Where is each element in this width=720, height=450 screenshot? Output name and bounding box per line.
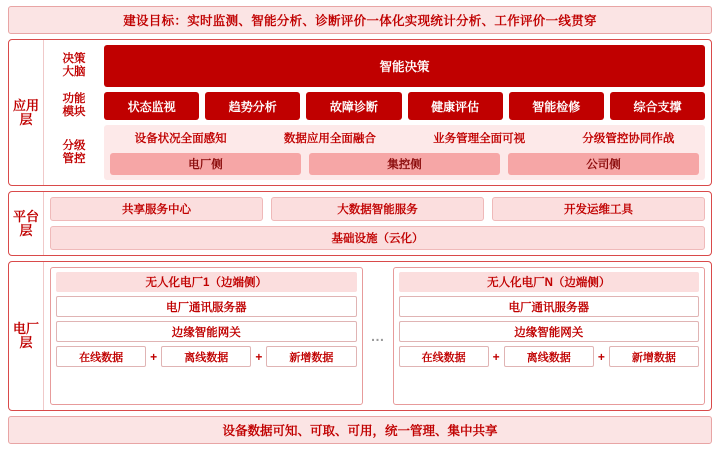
platform-chip-bigdata-intelligent-service[interactable]: 大数据智能服务 — [271, 197, 484, 221]
functional-modules-content — [104, 92, 705, 120]
platform-layer-body — [44, 192, 711, 255]
decision-brain-label-line1: 决策 — [62, 53, 86, 66]
functional-modules-row — [50, 92, 705, 120]
plant-card-1-data-row — [56, 346, 357, 367]
plant-cards-container — [50, 267, 705, 405]
plant-card-1-offline-data[interactable]: 离线数据 — [161, 346, 251, 367]
plant-card-n — [393, 267, 706, 405]
plant-card-1-comm-server[interactable]: 电厂通讯服务器 — [56, 296, 357, 317]
platform-chip-infrastructure-cloud[interactable]: 基础设施（云化） — [50, 226, 705, 250]
platform-chip-shared-service-center[interactable]: 共享服务中心 — [50, 197, 263, 221]
application-layer-title — [9, 40, 44, 185]
plant-card-1-plus-icon-2: + — [255, 349, 263, 364]
plant-layer-title — [9, 262, 44, 410]
plant-card-n-title: 无人化电厂N（边端侧） — [399, 272, 700, 292]
caption-data-integration: 数据应用全面融合 — [283, 133, 376, 145]
plant-card-1-new-data[interactable]: 新增数据 — [266, 346, 356, 367]
plant-card-n-online-data[interactable]: 在线数据 — [399, 346, 489, 367]
plant-card-n-new-data[interactable]: 新增数据 — [609, 346, 699, 367]
plant-card-1-online-data[interactable]: 在线数据 — [56, 346, 146, 367]
module-chip-comprehensive-support[interactable]: 综合支撑 — [610, 92, 705, 120]
module-chip-status-monitoring[interactable]: 状态监视 — [104, 92, 199, 120]
plant-card-1-edge-gateway[interactable]: 边缘智能网关 — [56, 321, 357, 342]
platform-chip-devops-tools[interactable]: 开发运维工具 — [492, 197, 705, 221]
functional-modules-label-line1: 功能 — [62, 93, 86, 106]
graded-control-sides — [110, 153, 699, 175]
graded-control-label — [50, 125, 98, 180]
graded-control-label-line2: 管控 — [62, 152, 86, 165]
plant-card-1 — [50, 267, 363, 405]
plant-card-n-offline-data[interactable]: 离线数据 — [504, 346, 594, 367]
application-layer-title-line1: 应用 — [12, 97, 39, 113]
bottom-banner: 设备数据可知、可取、可用，统一管理、集中共享 — [8, 416, 712, 444]
graded-control-row — [50, 125, 705, 180]
platform-layer — [8, 191, 712, 256]
goal-banner: 建设目标：实时监测、智能分析、诊断评价一体化实现统计分析、工作评价一线贯穿 — [8, 6, 712, 34]
application-layer-body — [44, 40, 711, 185]
plant-card-n-plus-icon-2: + — [597, 349, 605, 364]
graded-control-panel — [104, 125, 705, 180]
platform-layer-title-line1: 平台 — [12, 208, 39, 224]
plant-layer-body — [44, 262, 711, 410]
plant-layer-title-line2: 层 — [19, 335, 33, 350]
application-layer-title-line2: 层 — [19, 111, 33, 127]
module-chip-trend-analysis[interactable]: 趋势分析 — [205, 92, 300, 120]
caption-business-visibility: 业务管理全面可视 — [433, 133, 526, 145]
platform-service-row — [50, 197, 705, 221]
platform-layer-title — [9, 192, 44, 255]
plant-layer — [8, 261, 712, 411]
decision-brain-label-line2: 大脑 — [62, 66, 86, 78]
application-layer — [8, 39, 712, 186]
plant-card-n-comm-server[interactable]: 电厂通讯服务器 — [399, 296, 700, 317]
plant-card-n-edge-gateway[interactable]: 边缘智能网关 — [399, 321, 700, 342]
graded-control-content — [104, 125, 705, 180]
plant-card-n-plus-icon-1: + — [492, 349, 500, 364]
side-chip-centralized-control[interactable]: 集控侧 — [309, 153, 500, 175]
module-chip-fault-diagnosis[interactable]: 故障诊断 — [306, 92, 401, 120]
plant-card-1-title: 无人化电厂1（边端侧） — [56, 272, 357, 292]
plant-cards-ellipsis: … — [370, 328, 385, 344]
module-chip-smart-maintenance[interactable]: 智能检修 — [509, 92, 604, 120]
side-chip-company[interactable]: 公司侧 — [508, 153, 699, 175]
intelligent-decision-bar[interactable]: 智能决策 — [104, 45, 705, 87]
decision-brain-content — [104, 45, 705, 87]
graded-control-captions — [110, 130, 699, 148]
decision-brain-row — [50, 45, 705, 87]
platform-layer-title-line2: 层 — [19, 222, 33, 238]
graded-control-label-line1: 分级 — [62, 139, 86, 152]
plant-layer-title-line1: 电厂 — [12, 321, 39, 337]
side-chip-plant[interactable]: 电厂侧 — [110, 153, 301, 175]
module-chip-health-assessment[interactable]: 健康评估 — [408, 92, 503, 120]
caption-equipment-awareness: 设备状况全面感知 — [134, 133, 227, 145]
plant-card-n-data-row — [399, 346, 700, 367]
functional-modules-label-line2: 模块 — [62, 106, 86, 118]
plant-card-1-plus-icon-1: + — [150, 349, 158, 364]
functional-modules-label — [50, 92, 98, 120]
caption-graded-collaboration: 分级管控协同作战 — [582, 133, 675, 145]
decision-brain-label — [50, 45, 98, 87]
